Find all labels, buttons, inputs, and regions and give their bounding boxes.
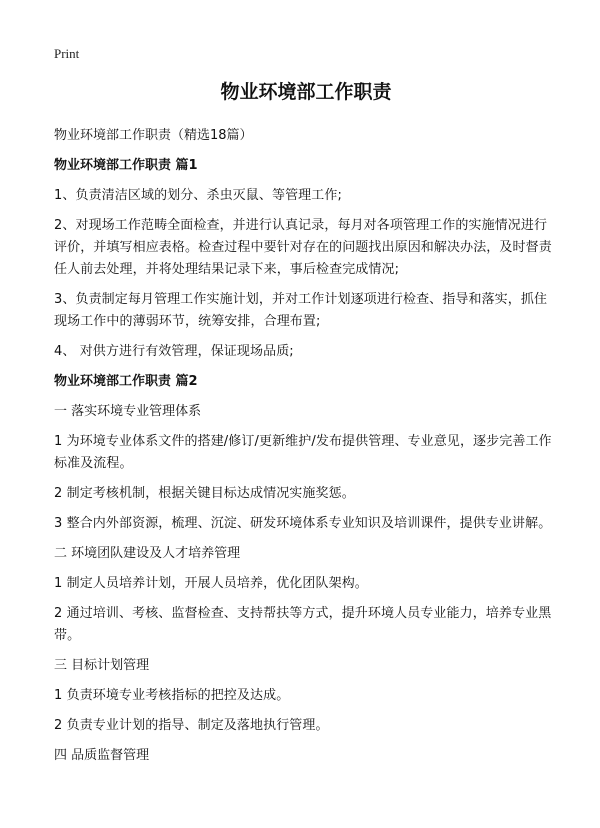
paragraph: 1 制定人员培养计划，开展人员培养，优化团队架构。: [54, 576, 368, 591]
paragraph: 2 制定考核机制，根据关键目标达成情况实施奖惩。: [54, 486, 355, 501]
page-title: 物业环境部工作职责: [220, 81, 392, 103]
intro-line: 物业环境部工作职责（精选18篇）: [54, 128, 253, 143]
subheading: 四 品质监督管理: [54, 748, 150, 763]
subheading: 一 落实环境专业管理体系: [54, 404, 202, 419]
section-heading-2: 物业环境部工作职责 篇2: [54, 374, 198, 389]
paragraph: 3、负责制定每月管理工作实施计划，并对工作计划逐项进行检查、指导和落实，抓住现场工作中的薄弱环节，统筹安排，合理布置;: [54, 292, 548, 329]
subheading: 三 目标计划管理: [54, 658, 150, 673]
paragraph: 2 负责专业计划的指导、制定及落地执行管理。: [54, 718, 329, 733]
paragraph: 1 为环境专业体系文件的搭建/修订/更新维护/发布提供管理、专业意见，逐步完善工作标准及流程。: [54, 434, 552, 471]
section-heading-1: 物业环境部工作职责 篇1: [54, 158, 198, 173]
print-link[interactable]: Print: [54, 46, 80, 61]
paragraph: 2、对现场工作范畴全面检查，并进行认真记录，每月对各项管理工作的实施情况进行评价，并填写相应表格。检查过程中要针对存在的问题找出原因和解决办法，及时督责任人前去处理，并将处理结果记录下来，事后检查完成情况;: [54, 218, 552, 277]
paragraph: 4、 对供方进行有效管理，保证现场品质;: [54, 344, 294, 359]
subheading: 二 环境团队建设及人才培养管理: [54, 546, 241, 561]
paragraph: 2 通过培训、考核、监督检查、支持帮扶等方式，提升环境人员专业能力，培养专业黑带。: [54, 606, 552, 643]
paragraph: 1、负责清洁区域的划分、杀虫灭鼠、等管理工作;: [54, 188, 342, 203]
paragraph: 3 整合内外部资源，梳理、沉淀、研发环境体系专业知识及培训课件，提供专业讲解。: [54, 516, 552, 531]
paragraph: 1 负责环境专业考核指标的把控及达成。: [54, 688, 290, 703]
